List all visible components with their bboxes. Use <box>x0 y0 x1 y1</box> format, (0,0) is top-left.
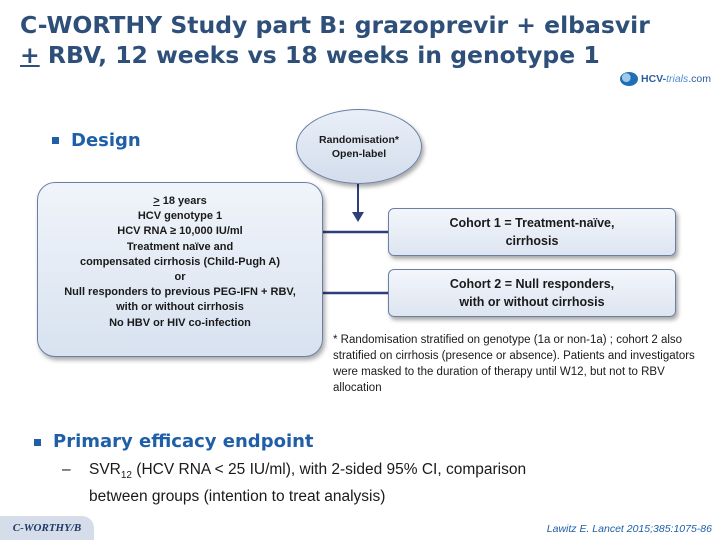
logo-part-3: .com <box>688 73 712 85</box>
logo-part-2: trials <box>666 73 689 85</box>
cohort-1-line-2: cirrhosis <box>505 234 559 248</box>
primary-endpoint-bullet <box>34 431 314 452</box>
criteria-line: HCV genotype 1 <box>137 210 223 223</box>
title-line-1: C-WORTHY Study part B: grazoprevir + elbasvir <box>20 11 650 39</box>
criteria-age <box>38 194 322 209</box>
criteria-ge-symbol: > <box>153 195 160 207</box>
logo-part-1: HCV- <box>641 73 667 85</box>
cohort-2-line-2: with or without cirrhosis <box>459 295 605 309</box>
randomisation-node <box>296 109 422 184</box>
design-label: Design <box>71 130 141 151</box>
cohort-2-line-1: Cohort 2 = Null responders, <box>449 277 615 291</box>
endpoint-rest: (HCV RNA < 25 IU/ml), with 2-sided 95% CI, comparison between groups (intention to treat analysis) <box>89 461 527 506</box>
randomisation-line-2: Open-label <box>331 147 387 160</box>
endpoint-svr-subscript: 12 <box>120 470 132 482</box>
endpoint-svr: SVR <box>89 461 121 478</box>
primary-endpoint-label: Primary efficacy endpoint <box>53 431 314 452</box>
criteria-line: or <box>174 271 186 284</box>
criteria-line: Treatment naïve and <box>126 240 234 253</box>
arrow-down-icon <box>352 212 364 222</box>
citation-reference: Lawitz E. Lancet 2015;385:1075-86 <box>546 523 712 535</box>
study-footer-tag: C-WORTHY/B <box>0 516 94 540</box>
criteria-line: compensated cirrhosis (Child-Pugh A) <box>79 255 281 268</box>
criteria-line: Null responders to previous PEG-IFN + RBV, <box>64 286 296 299</box>
criteria-line: HCV RNA ≥ 10,000 IU/ml <box>117 225 243 238</box>
cohort-2-box <box>388 269 676 317</box>
randomisation-footnote: * Randomisation stratified on genotype (1a or non-1a) ; cohort 2 also stratified on cirrhosis (presence or absence). Patients and investigators were masked to the duration of therapy until W12, but not to RBV allocation <box>333 334 695 394</box>
criteria-age-text: 18 years <box>159 195 207 207</box>
square-bullet-icon <box>34 439 41 446</box>
randomisation-line-1: Randomisation* <box>319 133 399 146</box>
criteria-line: with or without cirrhosis <box>116 301 244 314</box>
cohort-1-box <box>388 208 676 256</box>
endpoint-text <box>89 459 552 507</box>
dash-bullet-icon: – <box>62 461 71 478</box>
title-line-2-text: RBV, 12 weeks vs 18 weeks in genotype 1 <box>39 41 600 69</box>
cohort-1-line-1: Cohort 1 = Treatment-naïve, <box>449 216 615 230</box>
criteria-line: No HBV or HIV co-infection <box>109 316 251 329</box>
title-plusminus: + <box>20 41 40 69</box>
endpoint-description <box>62 459 552 507</box>
eligibility-criteria-box <box>37 182 323 357</box>
